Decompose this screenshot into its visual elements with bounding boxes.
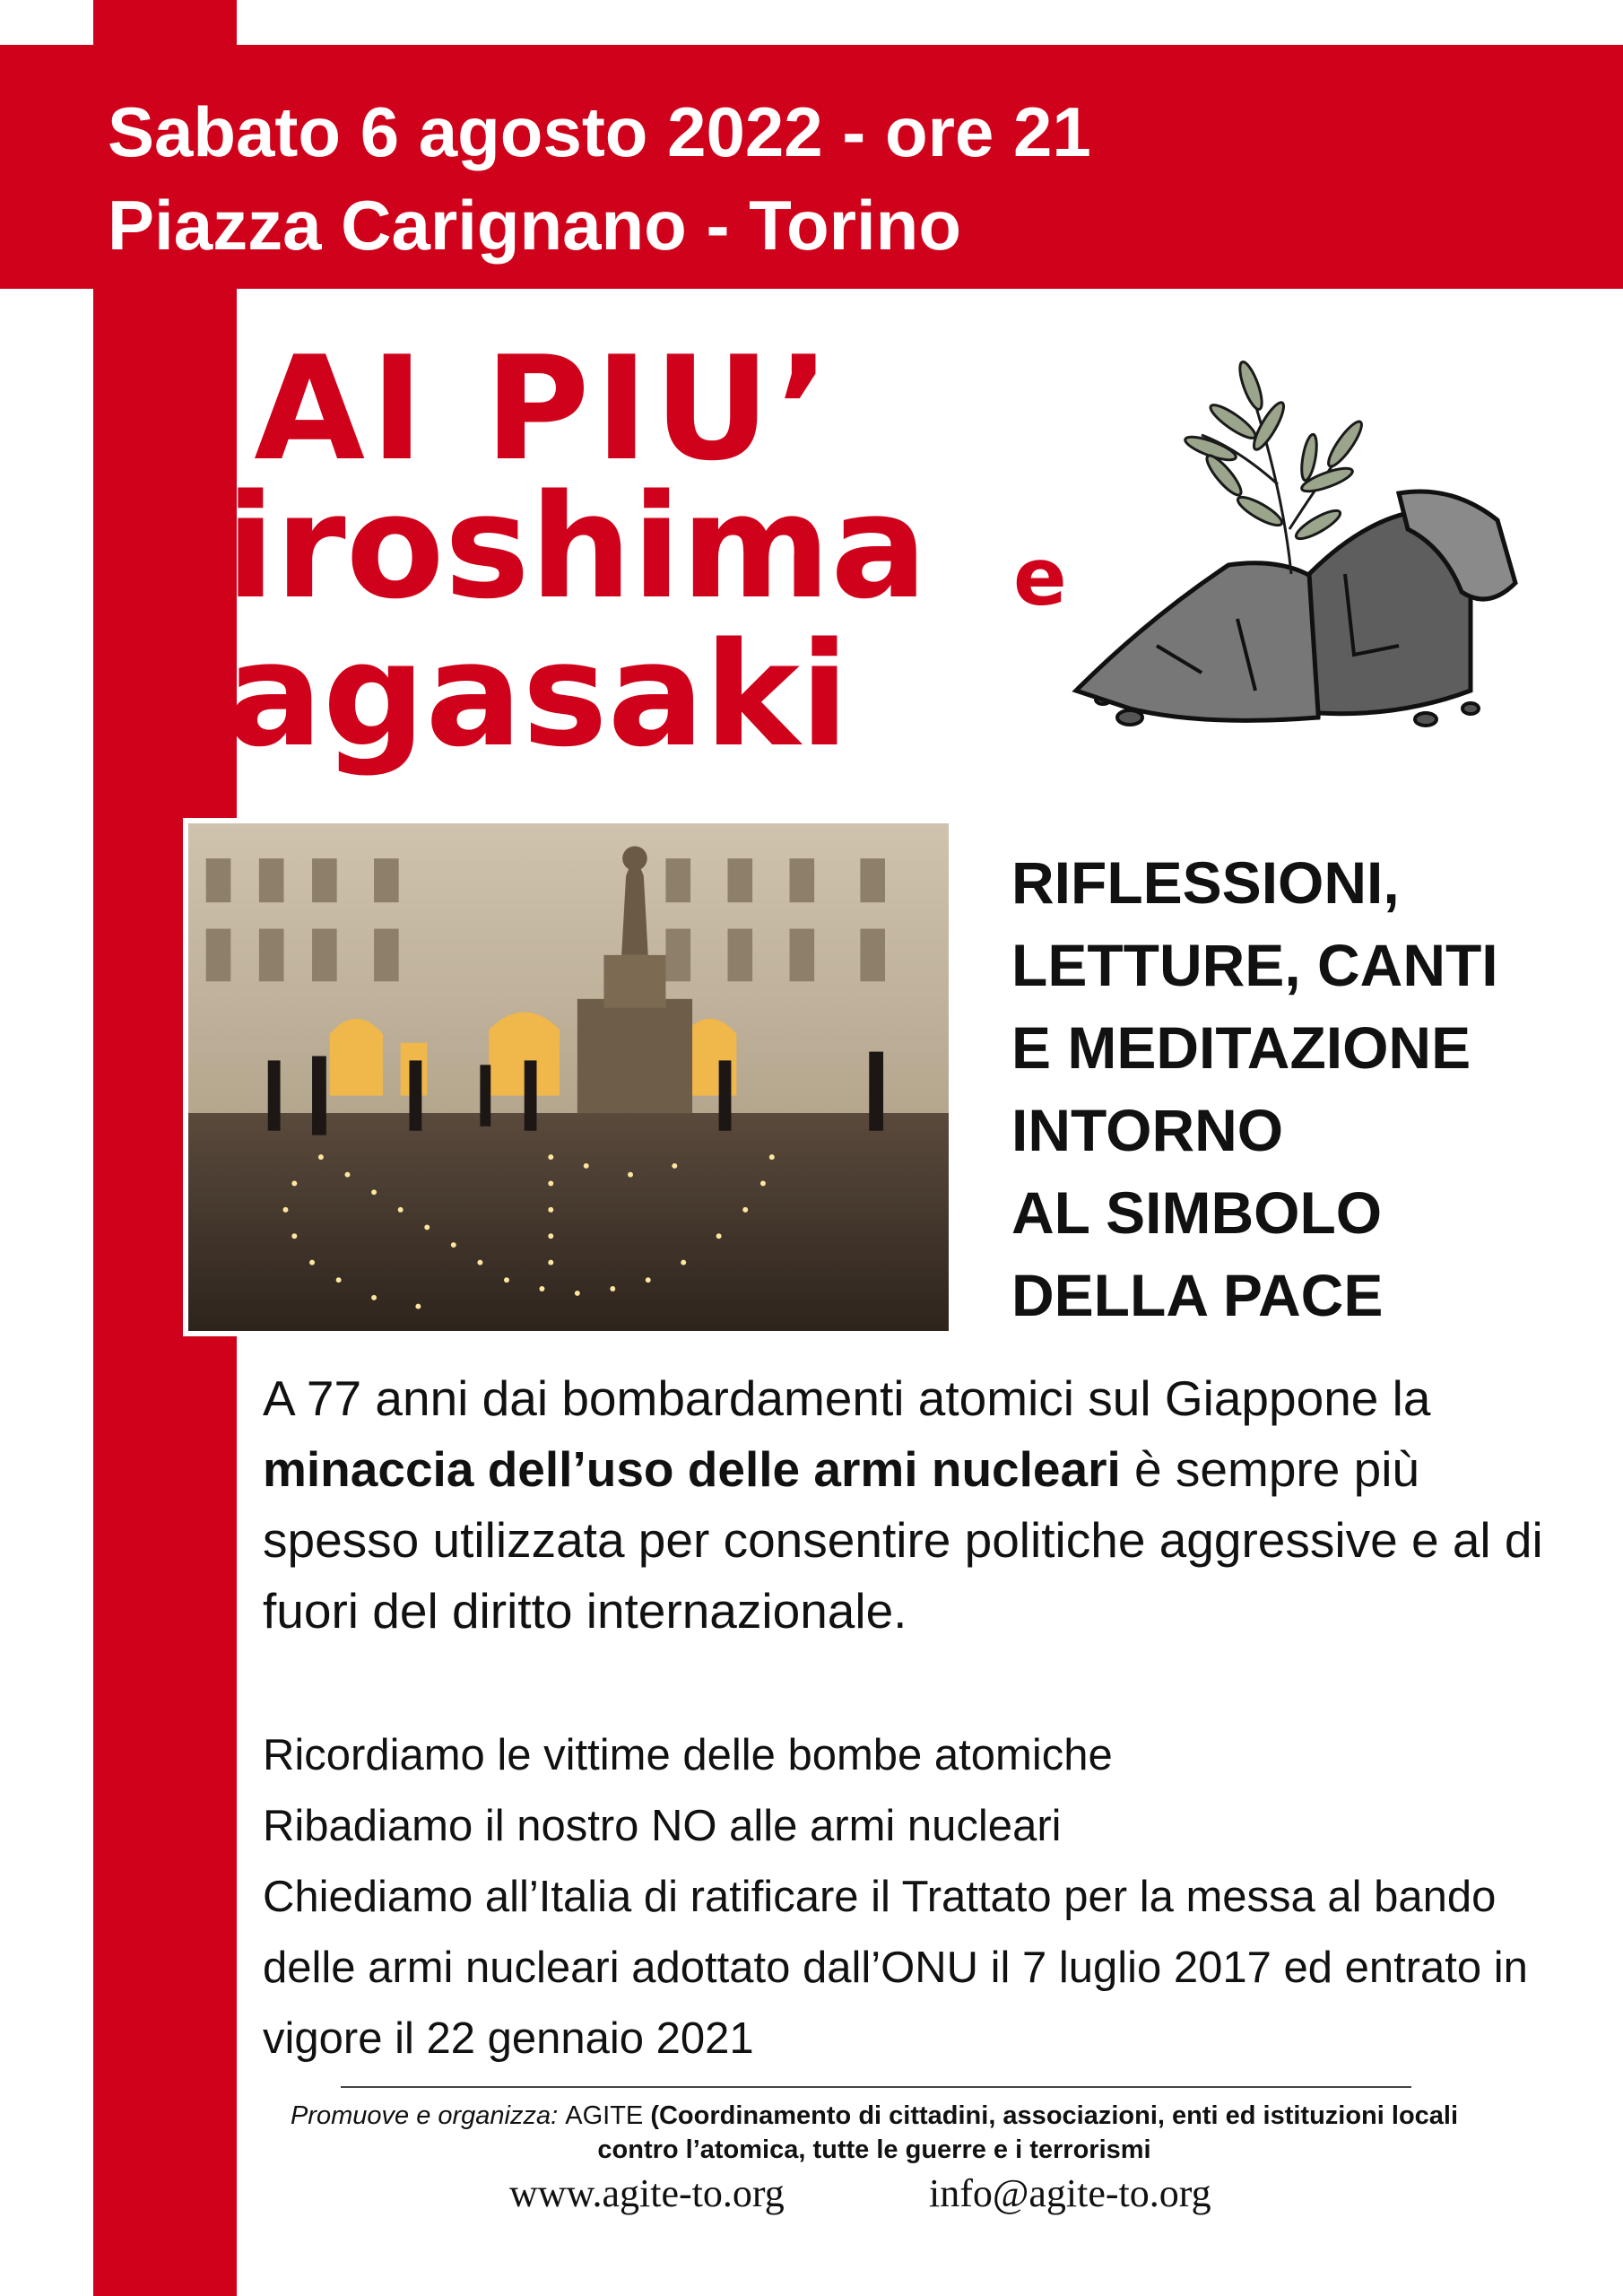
star-bullet-icon: ✦ — [188, 1876, 221, 1918]
list-item: ✦ Ricordiamo le vittime delle bombe atomiche — [188, 1720, 1533, 1791]
promo-label: Promuove e organizza — [290, 2101, 551, 2130]
list-item: ✦ Ribadiamo il nostro NO alle armi nucleari — [188, 1791, 1533, 1862]
org-name: AGITE — [565, 2101, 644, 2130]
side-line: INTORNO — [1011, 1097, 1284, 1163]
list-item: ✦ Chiediamo all’Italia di ratificare il Trattato per la messa al bando delle armi nucleari adottato dall’ONU il 7 luglio 2017 ed entrato in vigore il 22 gennaio 2021 — [188, 1862, 1533, 2074]
title-line-1: MAI PIU’ — [106, 325, 836, 492]
event-date: Sabato 6 agosto 2022 - ore 21 — [108, 92, 1091, 171]
intro-text-1: A 77 anni dai bombardamenti atomici sul Giappone la — [263, 1370, 1431, 1426]
website-link[interactable]: www.agite-to.org — [509, 2171, 785, 2215]
organizer-credits: Promuove e organizza: AGITE (Coordinamento di cittadini, associazioni, enti ed istituzioni locali contro l’atomica, tutte le guerre e i terrorismi — [290, 2101, 1459, 2164]
side-text-block — [1011, 841, 1585, 1336]
email-link[interactable]: info@agite-to.org — [929, 2171, 1211, 2215]
event-place: Piazza Carignano - Torino — [108, 186, 961, 265]
side-line: E MEDITAZIONE — [1011, 1014, 1471, 1081]
star-bullet-icon: ✦ — [188, 1735, 221, 1777]
title-line-2: Hiroshima — [106, 463, 928, 631]
side-line: RIFLESSIONI, — [1011, 849, 1400, 916]
bullet-list — [188, 1720, 1533, 2074]
vigil-photo — [183, 818, 954, 1336]
title-connector: e — [1013, 531, 1067, 623]
intro-paragraph — [263, 1363, 1554, 1647]
org-description: (Coordinamento di cittadini, associazioni, enti ed istituzioni locali contro l’atomica, tutte le guerre e i terrorismi — [597, 2101, 1459, 2164]
sprout-rock-illustration — [1022, 350, 1524, 753]
side-line: DELLA PACE — [1011, 1262, 1384, 1328]
side-line: AL SIMBOLO — [1011, 1179, 1383, 1246]
star-bullet-icon: ✦ — [188, 1805, 221, 1848]
title-line-3: Nagasaki — [106, 611, 849, 778]
intro-text-bold: minaccia dell’uso delle armi nucleari — [263, 1441, 1121, 1497]
footer-divider — [341, 2086, 1411, 2088]
side-line: LETTURE, CANTI — [1011, 932, 1498, 998]
intro-text-2: è sempre più spesso utilizzata per consentire politiche aggressive e al di fuori del diritto internazionale. — [263, 1441, 1543, 1639]
